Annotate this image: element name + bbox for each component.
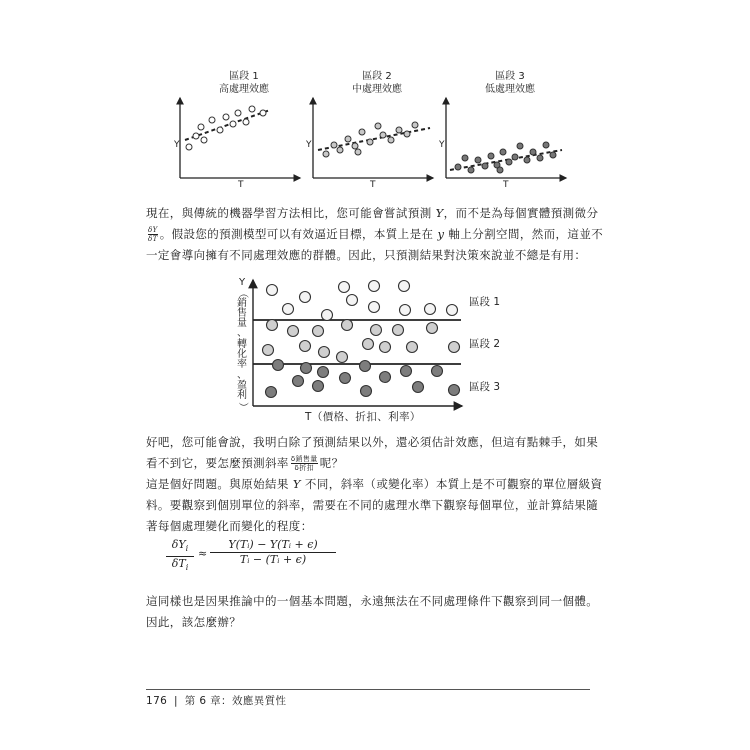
paragraph-3-line-2: 料。要觀察到個別單位的斜率，需要在不同的處理水準下觀察每個單位，並計算結果隨 bbox=[146, 498, 599, 512]
y-axis-char: Y bbox=[238, 277, 246, 288]
fraction-numerator: δ銷售量 bbox=[290, 455, 318, 463]
y-axis-char: ） bbox=[237, 401, 249, 412]
text-span: 。假設您的預測模型可以有效逼近目標，本質上是在 bbox=[159, 227, 438, 241]
text-span: 看不到它，要怎麼預測斜率 bbox=[146, 456, 289, 470]
variable-y: Y bbox=[435, 206, 444, 220]
text-span: 不同，斜率（或變化率）本質上是不可觀察的單位層級資 bbox=[300, 477, 603, 491]
lhs-fraction bbox=[166, 538, 194, 575]
text-span: 這是個好問題。與原始結果 bbox=[146, 477, 293, 491]
panel-1-x-label: T bbox=[238, 180, 244, 190]
paragraph-2-line-1: 好吧，您可能會說，我明白除了預測結果以外，還必須估計效應，但這有點棘手，如果 bbox=[146, 435, 599, 449]
paragraph-2 bbox=[146, 432, 604, 474]
text-span: ，而不是為每個實體預測微分 bbox=[443, 206, 599, 220]
paragraph-4-line-1: 這同樣也是因果推論中的一個基本問題，永遠無法在不同處理條件下觀察到同一個體。 bbox=[146, 594, 599, 608]
segment-3-points bbox=[266, 360, 460, 398]
text-span: 呢？ bbox=[319, 456, 344, 470]
page-footer bbox=[146, 693, 286, 708]
lhs-den-text: δT bbox=[171, 557, 186, 571]
lhs-denominator bbox=[166, 557, 194, 575]
panel-3-x-label: T bbox=[503, 180, 509, 190]
rhs-fraction bbox=[210, 538, 336, 567]
lhs-num-text: δY bbox=[171, 538, 186, 551]
paragraph-3-line-1 bbox=[146, 474, 604, 495]
y-axis-char: 利 bbox=[237, 390, 247, 402]
fraction-denominator: δ折扣 bbox=[294, 464, 314, 472]
panel-1-segment: 區段 1 bbox=[229, 71, 259, 82]
segment-1-label: 區段 1 bbox=[469, 296, 501, 308]
segment-1-points bbox=[267, 281, 458, 321]
y-axis-char: 售 bbox=[237, 307, 247, 319]
paragraph-4-line-2: 因此，該怎麼辦？ bbox=[146, 615, 242, 629]
panel-2-effect: 中處理效應 bbox=[352, 84, 402, 95]
panel-3-segment: 區段 3 bbox=[495, 71, 525, 82]
y-axis-char: 、 bbox=[237, 328, 247, 340]
footer-separator: | bbox=[174, 695, 178, 707]
y-axis-char: 轉 bbox=[237, 338, 247, 350]
y-axis-char: 化 bbox=[237, 349, 247, 361]
inline-slope-fraction bbox=[291, 455, 318, 472]
rhs-numerator: Y(Tᵢ) − Y(Tᵢ + ϵ) bbox=[210, 538, 336, 553]
segment-3-label: 區段 3 bbox=[469, 381, 501, 393]
panel-1-y-label: Y bbox=[174, 140, 180, 150]
middle-x-axis-label: T（價格、折扣、利率） bbox=[305, 411, 421, 423]
lhs-numerator bbox=[166, 538, 194, 557]
footer-rule bbox=[146, 689, 590, 690]
variable-y-lower: y bbox=[437, 227, 445, 241]
y-axis-char: 量 bbox=[237, 318, 247, 330]
panel-3-y-label: Y bbox=[439, 140, 445, 150]
page-number: 176 bbox=[146, 695, 168, 707]
y-axis-char: 率 bbox=[237, 359, 247, 371]
y-axis-char: （ bbox=[237, 288, 249, 299]
paragraph-1-line-3: 一定會導向擁有不同處理效應的群體。因此，只預測結果對決策來說並不總是有用： bbox=[146, 248, 587, 262]
lhs-num-sub: i bbox=[185, 544, 189, 554]
fraction-numerator: δY bbox=[148, 226, 158, 234]
y-axis-char: 、 bbox=[237, 369, 247, 381]
y-axis-char: 銷 bbox=[237, 297, 247, 309]
chapter-title: 第 6 章：效應異質性 bbox=[184, 695, 287, 707]
panel-2-segment: 區段 2 bbox=[362, 71, 392, 82]
panel-2-x-label: T bbox=[370, 180, 376, 190]
lhs-den-sub: i bbox=[185, 563, 189, 573]
paragraph-3-line-3: 著每個處理變化而變化的程度： bbox=[146, 519, 313, 533]
panel-1-effect: 高處理效應 bbox=[219, 84, 269, 95]
panel-2-y-label: Y bbox=[306, 140, 312, 150]
approx-sign: ≈ bbox=[198, 547, 208, 560]
segment-2-points bbox=[263, 320, 460, 363]
segment-2-label: 區段 2 bbox=[469, 338, 501, 350]
text-span: 現在，與傳統的機器學習方法相比，您可能會嘗試預測 bbox=[146, 206, 436, 220]
text-span: 軸上分割空間，然而，這並不 bbox=[444, 227, 604, 241]
paragraph-2-line-2 bbox=[146, 453, 604, 474]
paragraph-4 bbox=[146, 591, 604, 633]
panel-3-effect: 低處理效應 bbox=[485, 84, 535, 95]
paragraph-3 bbox=[146, 474, 604, 537]
rhs-denominator: Tᵢ − (Tᵢ + ϵ) bbox=[239, 553, 307, 566]
y-axis-char: 盈 bbox=[237, 379, 247, 391]
variable-y: Y bbox=[292, 477, 301, 491]
fraction-denominator: δT bbox=[148, 235, 158, 243]
